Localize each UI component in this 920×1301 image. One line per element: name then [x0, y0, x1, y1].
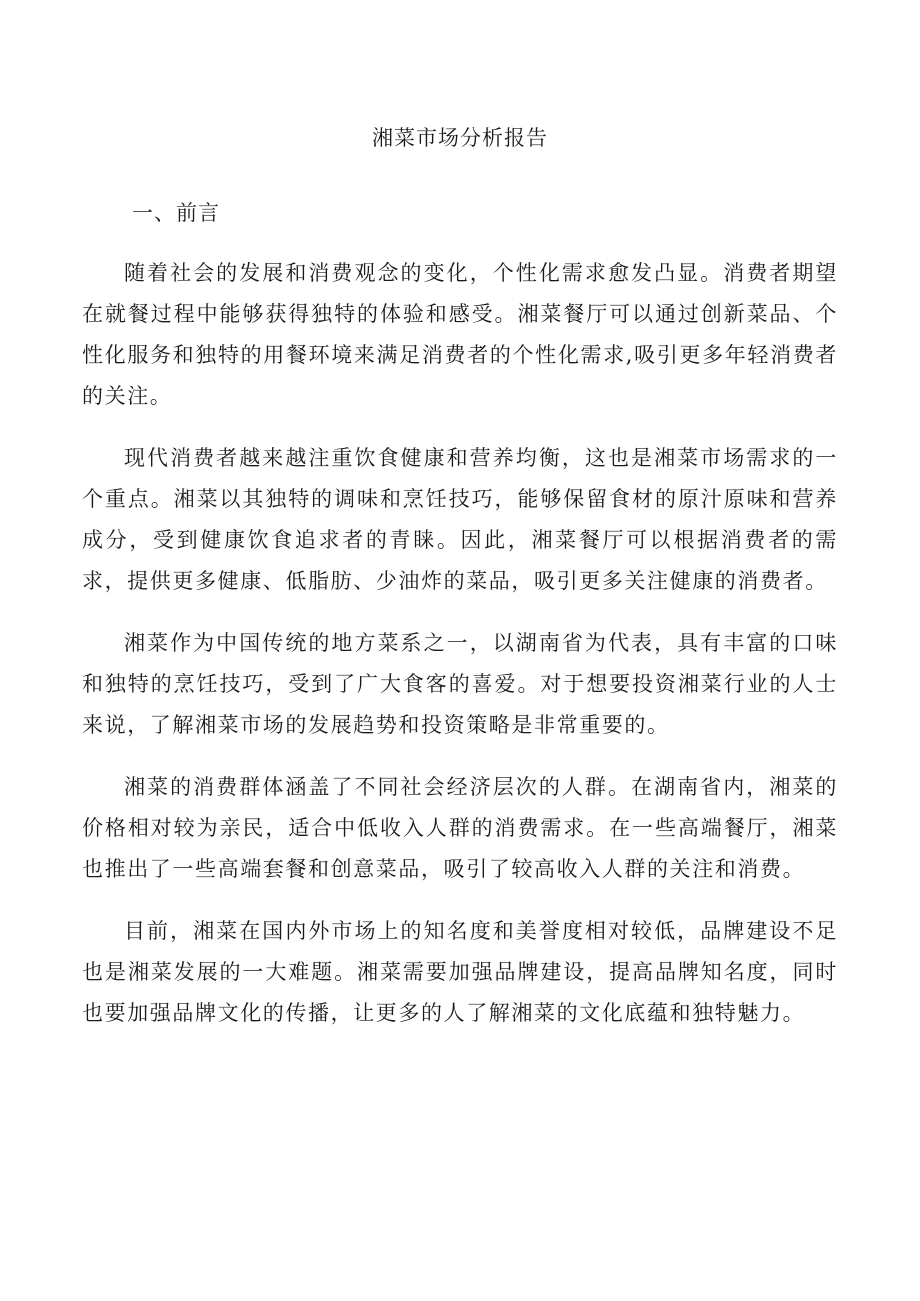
- page-title: 湘菜市场分析报告: [372, 126, 548, 150]
- paragraph: 湘菜作为中国传统的地方菜系之一，以湖南省为代表，具有丰富的口味和独特的烹饪技巧，受到了广大食客的喜爱。对于想要投资湘菜行业的人士来说，了解湘菜市场的发展趋势和投资策略是非常重要的。: [82, 631, 838, 737]
- paragraph: 湘菜的消费群体涵盖了不同社会经济层次的人群。在湖南省内，湘菜的价格相对较为亲民，适合中低收入人群的消费需求。在一些高端餐厅，湘菜也推出了一些高端套餐和创意菜品，吸引了较高收入人群的关注和消费。: [82, 775, 838, 881]
- paragraph: 随着社会的发展和消费观念的变化，个性化需求愈发凸显。消费者期望在就餐过程中能够获得独特的体验和感受。湘菜餐厅可以通过创新菜品、个性化服务和独特的用餐环境来满足消费者的个性化需求,吸引更多年轻消费者的关注。: [82, 261, 838, 408]
- paragraph: 现代消费者越来越注重饮食健康和营养均衡，这也是湘菜市场需求的一个重点。湘菜以其独特的调味和烹饪技巧，能够保留食材的原汁原味和营养成分，受到健康饮食追求者的青睐。因此，湘菜餐厅可以根据消费者的需求，提供更多健康、低脂肪、少油炸的菜品，吸引更多关注健康的消费者。: [82, 446, 838, 593]
- document-body: [82, 253, 838, 1055]
- section-heading: 一、前言: [132, 201, 220, 225]
- paragraph: 目前，湘菜在国内外市场上的知名度和美誉度相对较低，品牌建设不足也是湘菜发展的一大难题。湘菜需要加强品牌建设，提高品牌知名度，同时也要加强品牌文化的传播，让更多的人了解湘菜的文化底蕴和独特魅力。: [82, 919, 838, 1025]
